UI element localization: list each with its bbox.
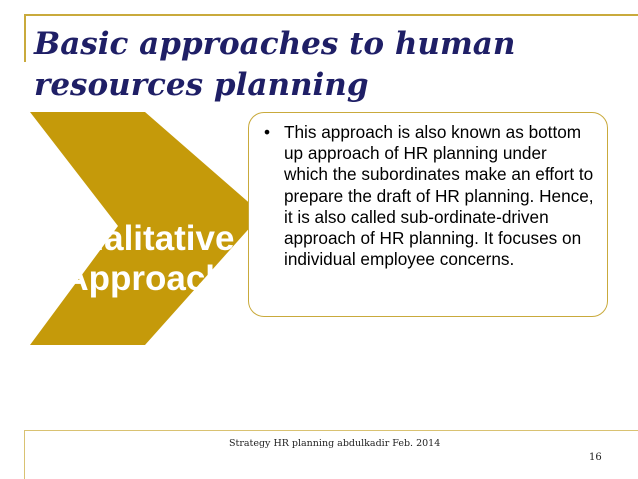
bullet-marker: • (264, 122, 271, 142)
approach-description-text: This approach is also known as bottom up approach of HR planning under which the subordinates make an effort to prepare the draft of HR planning. Hence, it is also called sub-ordinate-driven approach of HR planning. It focuses on individual employee concerns. (284, 122, 594, 270)
slide-footer: Strategy HR planning abdulkadir Feb. 2014 (229, 438, 441, 449)
page-number: 16 (589, 452, 602, 463)
slide-title: Basic approaches to human resources planning (34, 26, 516, 103)
bottom-border-line (24, 430, 638, 431)
bottom-border-tick (24, 431, 25, 479)
approach-label: Qualitative Approach (55, 219, 235, 298)
approach-description (264, 122, 594, 270)
